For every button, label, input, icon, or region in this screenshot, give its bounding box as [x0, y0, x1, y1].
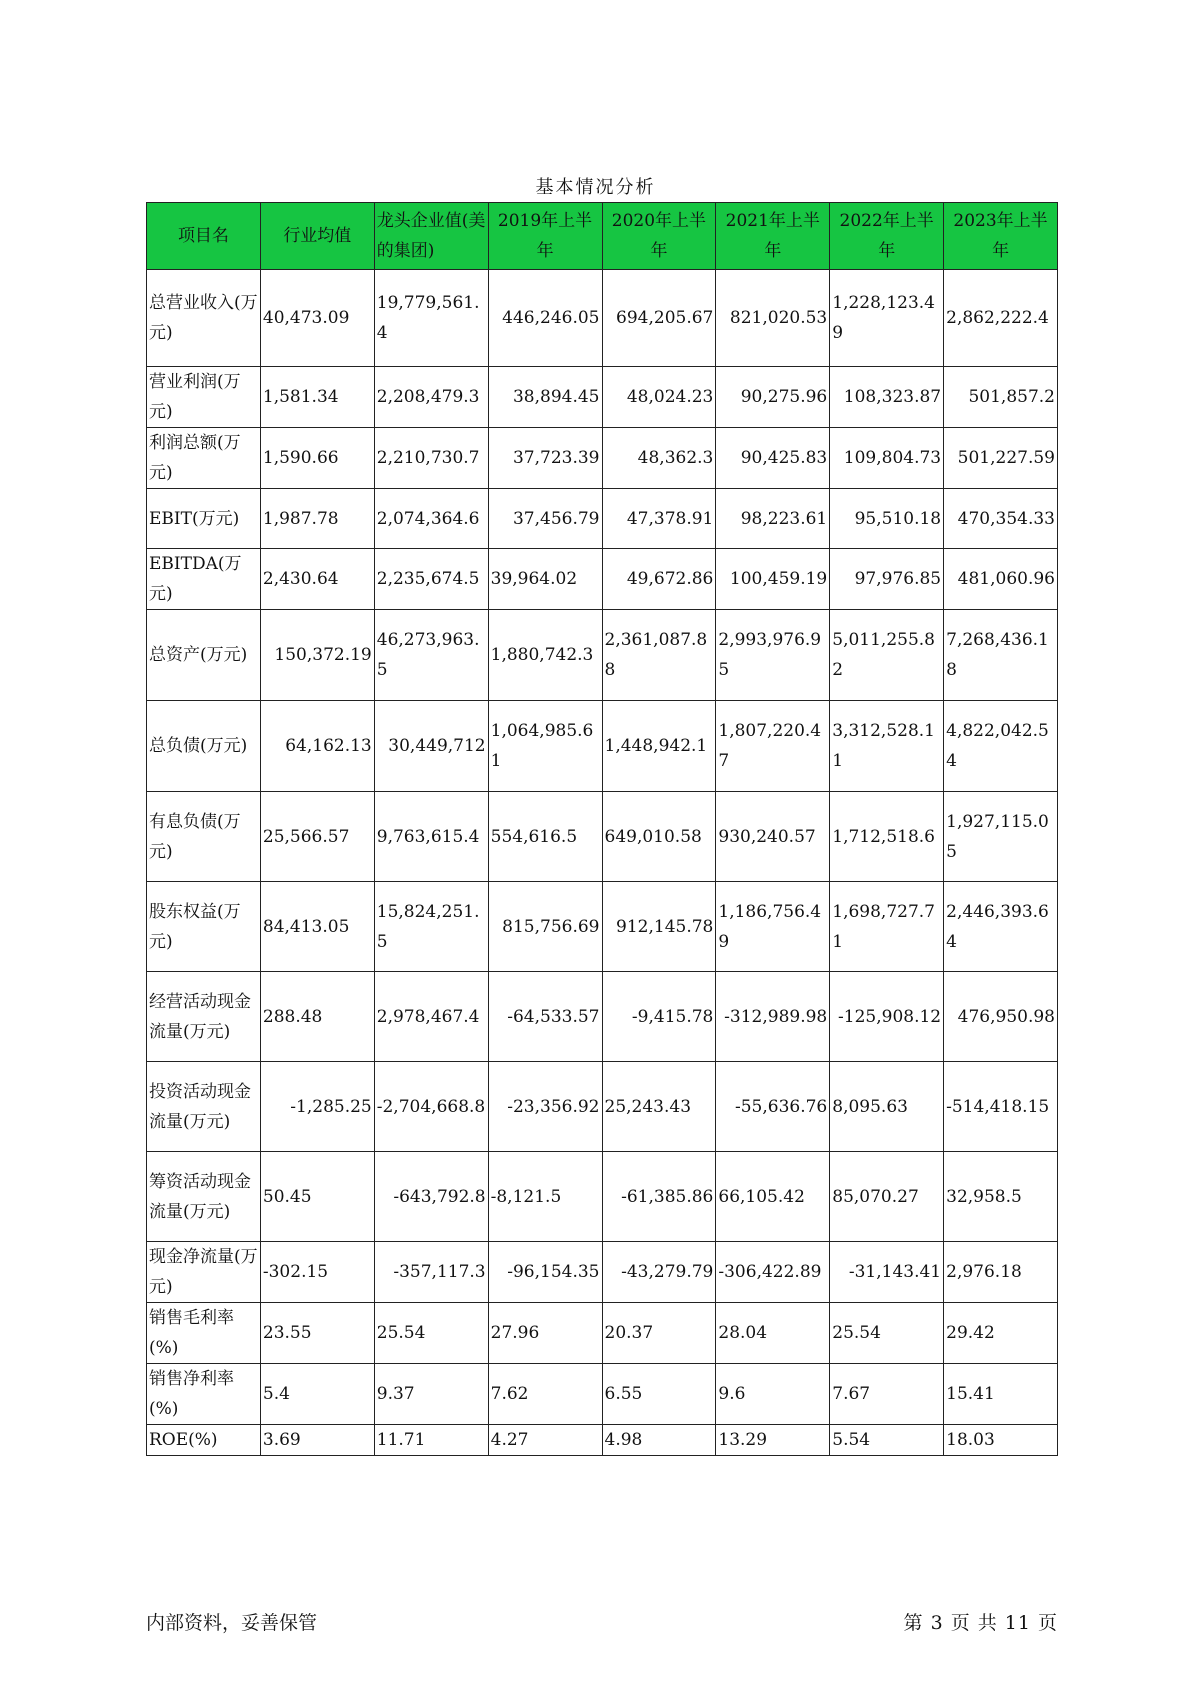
table-cell: -2,704,668.8 — [374, 1062, 488, 1152]
row-label: ROE(%) — [147, 1425, 261, 1456]
table-cell: 150,372.19 — [260, 610, 374, 701]
row-label: 销售毛利率(%) — [147, 1303, 261, 1364]
table-cell: 2,074,364.6 — [374, 489, 488, 549]
row-label: 总资产(万元) — [147, 610, 261, 701]
table-cell: -125,908.12 — [830, 972, 944, 1062]
table-row — [147, 610, 1058, 701]
table-cell: 9.37 — [374, 1364, 488, 1425]
row-label: 筹资活动现金流量(万元) — [147, 1152, 261, 1242]
table-cell: 49,672.86 — [602, 549, 716, 610]
table-cell: 6.55 — [602, 1364, 716, 1425]
table-cell: 5.4 — [260, 1364, 374, 1425]
table-cell: 5.54 — [830, 1425, 944, 1456]
table-cell: 1,698,727.71 — [830, 882, 944, 972]
table-cell: -96,154.35 — [488, 1242, 602, 1303]
table-cell: 2,978,467.4 — [374, 972, 488, 1062]
table-cell: 2,993,976.95 — [716, 610, 830, 701]
table-row — [147, 1303, 1058, 1364]
table-cell: 2,235,674.5 — [374, 549, 488, 610]
table-cell: -23,356.92 — [488, 1062, 602, 1152]
table-row — [147, 489, 1058, 549]
table-header-row — [147, 203, 1058, 270]
table-cell: 8,095.63 — [830, 1062, 944, 1152]
column-header: 2021年上半年 — [716, 203, 830, 270]
table-cell: 1,987.78 — [260, 489, 374, 549]
table-cell: 15.41 — [944, 1364, 1058, 1425]
row-label: 投资活动现金流量(万元) — [147, 1062, 261, 1152]
table-cell: 97,976.85 — [830, 549, 944, 610]
table-cell: 7,268,436.18 — [944, 610, 1058, 701]
row-label: EBITDA(万元) — [147, 549, 261, 610]
table-cell: 501,857.2 — [944, 367, 1058, 428]
table-cell: -302.15 — [260, 1242, 374, 1303]
table-cell: 1,590.66 — [260, 428, 374, 489]
table-cell: 48,024.23 — [602, 367, 716, 428]
table-cell: 11.71 — [374, 1425, 488, 1456]
row-label: 经营活动现金流量(万元) — [147, 972, 261, 1062]
row-label: EBIT(万元) — [147, 489, 261, 549]
table-cell: 1,807,220.47 — [716, 701, 830, 792]
table-cell: 25,243.43 — [602, 1062, 716, 1152]
section-title: 基本情况分析 — [535, 177, 656, 198]
column-header: 2022年上半年 — [830, 203, 944, 270]
table-cell: -514,418.15 — [944, 1062, 1058, 1152]
table-cell: 1,064,985.61 — [488, 701, 602, 792]
table-cell: 2,430.64 — [260, 549, 374, 610]
table-row — [147, 1242, 1058, 1303]
table-cell: 481,060.96 — [944, 549, 1058, 610]
column-header: 2019年上半年 — [488, 203, 602, 270]
table-cell: 20.37 — [602, 1303, 716, 1364]
table-cell: 13.29 — [716, 1425, 830, 1456]
table-cell: 85,070.27 — [830, 1152, 944, 1242]
table-cell: 1,448,942.1 — [602, 701, 716, 792]
table-cell: 288.48 — [260, 972, 374, 1062]
table-cell: 90,275.96 — [716, 367, 830, 428]
table-cell: 90,425.83 — [716, 428, 830, 489]
table-cell: 29.42 — [944, 1303, 1058, 1364]
table-cell: 4.27 — [488, 1425, 602, 1456]
table-cell: 100,459.19 — [716, 549, 830, 610]
footer-page-number: 第 3 页 共 11 页 — [903, 1612, 1058, 1634]
table-row — [147, 1364, 1058, 1425]
table-cell: -64,533.57 — [488, 972, 602, 1062]
row-label: 销售净利率(%) — [147, 1364, 261, 1425]
table-cell: 554,616.5 — [488, 792, 602, 882]
table-cell: 2,976.18 — [944, 1242, 1058, 1303]
table-row — [147, 701, 1058, 792]
column-header: 2023年上半年 — [944, 203, 1058, 270]
table-cell: 108,323.87 — [830, 367, 944, 428]
table-cell: 2,446,393.64 — [944, 882, 1058, 972]
table-row — [147, 428, 1058, 489]
table-cell: 18.03 — [944, 1425, 1058, 1456]
table-cell: -1,285.25 — [260, 1062, 374, 1152]
table-cell: 3,312,528.11 — [830, 701, 944, 792]
table-row — [147, 1062, 1058, 1152]
table-cell: 38,894.45 — [488, 367, 602, 428]
table-cell: 37,723.39 — [488, 428, 602, 489]
table-cell: 2,862,222.4 — [944, 270, 1058, 367]
table-cell: 821,020.53 — [716, 270, 830, 367]
table-cell: 48,362.3 — [602, 428, 716, 489]
table-cell: 1,186,756.49 — [716, 882, 830, 972]
table-cell: 39,964.02 — [488, 549, 602, 610]
table-cell: 64,162.13 — [260, 701, 374, 792]
row-label: 现金净流量(万元) — [147, 1242, 261, 1303]
table-cell: 1,927,115.05 — [944, 792, 1058, 882]
table-cell: -31,143.41 — [830, 1242, 944, 1303]
table-cell: 37,456.79 — [488, 489, 602, 549]
table-cell: -43,279.79 — [602, 1242, 716, 1303]
table-cell: 470,354.33 — [944, 489, 1058, 549]
column-header: 龙头企业值(美的集团) — [374, 203, 488, 270]
row-label: 有息负债(万元) — [147, 792, 261, 882]
table-row — [147, 1152, 1058, 1242]
table-cell: 32,958.5 — [944, 1152, 1058, 1242]
table-cell: -643,792.8 — [374, 1152, 488, 1242]
table-cell: 4.98 — [602, 1425, 716, 1456]
table-row — [147, 270, 1058, 367]
row-label: 利润总额(万元) — [147, 428, 261, 489]
table-cell: 9.6 — [716, 1364, 830, 1425]
table-row — [147, 792, 1058, 882]
table-cell: 2,208,479.3 — [374, 367, 488, 428]
table-cell: 1,712,518.6 — [830, 792, 944, 882]
table-row — [147, 882, 1058, 972]
table-cell: 1,581.34 — [260, 367, 374, 428]
table-cell: 1,228,123.49 — [830, 270, 944, 367]
row-label: 总负债(万元) — [147, 701, 261, 792]
row-label: 营业利润(万元) — [147, 367, 261, 428]
table-row — [147, 1425, 1058, 1456]
column-header: 行业均值 — [260, 203, 374, 270]
table-cell: -55,636.76 — [716, 1062, 830, 1152]
row-label: 总营业收入(万元) — [147, 270, 261, 367]
table-cell: 5,011,255.82 — [830, 610, 944, 701]
table-cell: 66,105.42 — [716, 1152, 830, 1242]
column-header: 项目名 — [147, 203, 261, 270]
table-cell: 9,763,615.4 — [374, 792, 488, 882]
table-row — [147, 972, 1058, 1062]
table-cell: -306,422.89 — [716, 1242, 830, 1303]
table-cell: 4,822,042.54 — [944, 701, 1058, 792]
table-cell: 930,240.57 — [716, 792, 830, 882]
table-cell: 476,950.98 — [944, 972, 1058, 1062]
table-cell: 23.55 — [260, 1303, 374, 1364]
table-cell: -357,117.3 — [374, 1242, 488, 1303]
table-cell: -8,121.5 — [488, 1152, 602, 1242]
table-cell: 25.54 — [830, 1303, 944, 1364]
table-cell: 27.96 — [488, 1303, 602, 1364]
table-cell: -312,989.98 — [716, 972, 830, 1062]
table-cell: -61,385.86 — [602, 1152, 716, 1242]
table-cell: 7.62 — [488, 1364, 602, 1425]
table-row — [147, 549, 1058, 610]
table-body — [147, 270, 1058, 1456]
column-header: 2020年上半年 — [602, 203, 716, 270]
table-cell: 1,880,742.3 — [488, 610, 602, 701]
table-cell: 98,223.61 — [716, 489, 830, 549]
table-cell: 30,449,712 — [374, 701, 488, 792]
table-cell: -9,415.78 — [602, 972, 716, 1062]
table-cell: 25,566.57 — [260, 792, 374, 882]
table-row — [147, 367, 1058, 428]
table-cell: 7.67 — [830, 1364, 944, 1425]
table-cell: 15,824,251.5 — [374, 882, 488, 972]
table-cell: 109,804.73 — [830, 428, 944, 489]
table-cell: 40,473.09 — [260, 270, 374, 367]
table-cell: 25.54 — [374, 1303, 488, 1364]
table-cell: 19,779,561.4 — [374, 270, 488, 367]
table-cell: 912,145.78 — [602, 882, 716, 972]
table-cell: 3.69 — [260, 1425, 374, 1456]
table-cell: 501,227.59 — [944, 428, 1058, 489]
table-cell: 446,246.05 — [488, 270, 602, 367]
footer-confidential-note: 内部资料，妥善保管 — [146, 1612, 318, 1634]
table-cell: 50.45 — [260, 1152, 374, 1242]
table-cell: 95,510.18 — [830, 489, 944, 549]
table-cell: 28.04 — [716, 1303, 830, 1364]
table-cell: 2,210,730.7 — [374, 428, 488, 489]
table-cell: 46,273,963.5 — [374, 610, 488, 701]
table-cell: 694,205.67 — [602, 270, 716, 367]
table-cell: 47,378.91 — [602, 489, 716, 549]
table-cell: 84,413.05 — [260, 882, 374, 972]
basic-analysis-table — [146, 202, 1058, 1456]
row-label: 股东权益(万元) — [147, 882, 261, 972]
table-cell: 815,756.69 — [488, 882, 602, 972]
table-cell: 649,010.58 — [602, 792, 716, 882]
table-cell: 2,361,087.88 — [602, 610, 716, 701]
